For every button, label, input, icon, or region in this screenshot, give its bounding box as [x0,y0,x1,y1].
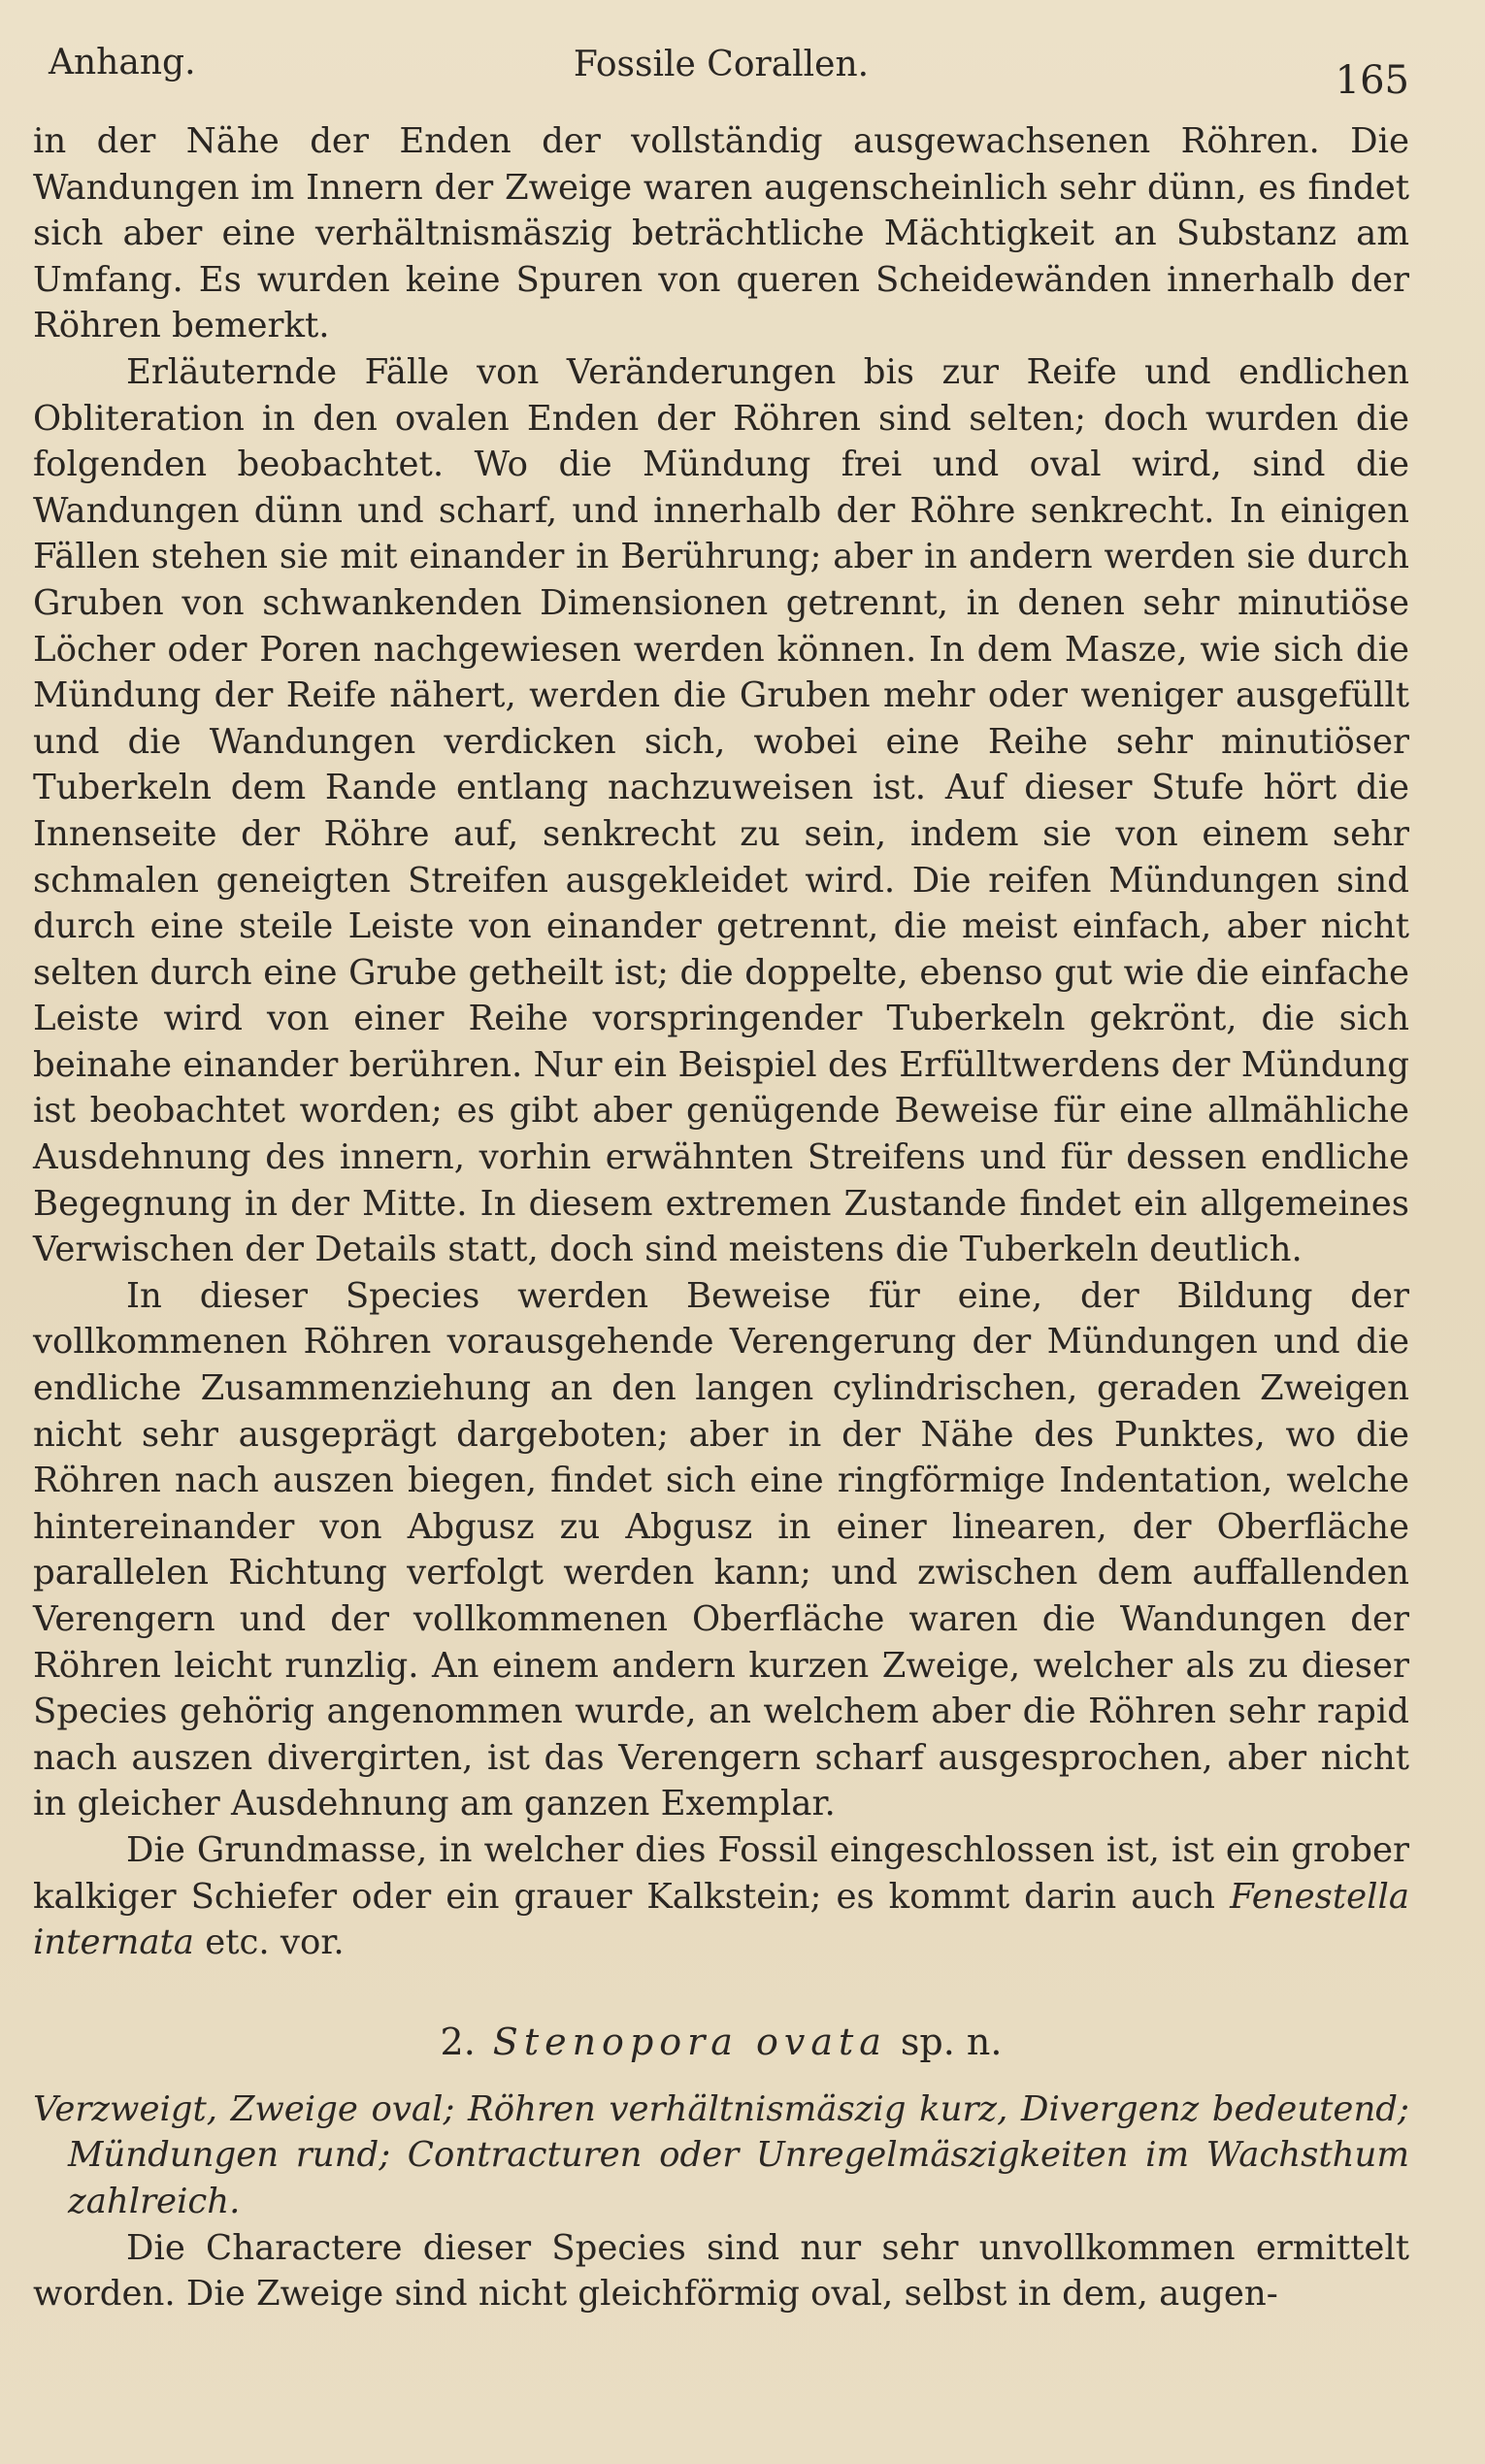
section-number: 2. [440,2020,476,2063]
paragraph-grundmasse [33,1827,1409,1966]
paragraph-continuation: in der Nähe der Enden der vollständig ausgewachsenen Röhren. Die Wandungen im Innern der Zweige waren augenscheinlich sehr dünn, es findet sich aber eine verhältnismäszig beträchtliche Mächtigkeit an Substanz am Umfang. Es wurden keine Spuren von queren Scheidewänden innerhalb der Röhren bemerkt. [33,121,1409,346]
section-heading [33,2020,1409,2063]
paragraph-obliteration: Erläuternde Fälle von Veränderungen bis zur Reife und endlichen Obliteration in den ovalen Enden der Röhren sind selten; doch wurden die folgenden beobachtet. Wo die Mündung frei und oval wird, sind die Wandungen dünn und scharf, und innerhalb der Röhre senkrecht. In einigen Fällen stehen sie mit einander in Berührung; aber in andern werden sie durch Gruben von schwankenden Dimensionen getrennt, in denen sehr minutiöse Löcher oder Poren nachgewiesen werden können. In dem Masze, wie sich die Mündung der Reife nähert, werden die Gruben mehr oder weniger ausgefüllt und die Wandungen verdicken sich, wobei eine Reihe sehr minutiöser Tuberkeln dem Rande entlang nachzuweisen ist. Auf dieser Stufe hört die Innenseite der Röhre auf, senkrecht zu sein, indem sie von einem sehr schmalen geneigten Streifen ausgekleidet wird. Die reifen Mündungen sind durch eine steile Leiste von einander getrennt, die meist einfach, aber nicht selten durch eine Grube getheilt ist; die doppelte, ebenso gut wie die einfache Leiste wird von einer Reihe vorspringender Tuberkeln gekrönt, die sich beinahe einander berühren. Nur ein Beispiel des Erfülltwerdens der Mündung ist beobachtet worden; es gibt aber genügende Beweise für eine allmähliche Ausdehnung des innern, vorhin erwähnten Streifens und für dessen endliche Begegnung in der Mitte. In diesem extremen Zustande findet ein allgemeines Verwischen der Details statt, doch sind meistens die Tuberkeln deutlich. [33,351,1409,1270]
species-name: ovata [755,2020,887,2063]
header-section-label: Anhang. [49,43,196,82]
paragraph-grundmasse-tail: etc. vor. [193,1922,345,1963]
paragraph-charactere: Die Charactere dieser Species sind nur sehr unvollkommen ermittelt worden. Die Zweige sind nicht gleichförmig oval, selbst in dem, augen- [33,2227,1409,2315]
page-number: 165 [1335,58,1409,103]
body-text [33,118,1409,2317]
header-title: Fossile Corallen. [573,45,870,84]
running-header [33,37,1409,118]
species-name-fenestella: Fenestella internata [33,1876,1409,1963]
species-suffix: sp. n. [900,2020,1003,2063]
paragraph-verengerung: In dieser Species werden Beweise für eine, der Bildung der vollkommenen Röhren vorausgehende Verengerung der Mündungen und die endliche Zusammenziehung an den langen cylindrischen, geraden Zweigen nicht sehr ausgeprägt dargeboten; aber in der Nähe des Punktes, wo die Röhren nach auszen biegen, findet sich eine ringförmige Indentation, welche hintereinander von Abgusz zu Abgusz in einer linearen, der Oberfläche parallelen Richtung verfolgt werden kann; und zwischen dem auffallenden Verengern und der vollkommenen Oberfläche waren die Wandungen der Röhren leicht runzlig. An einem andern kurzen Zweige, welcher als zu dieser Species gehörig angenommen wurde, an welchem aber die Röhren sehr rapid nach auszen divergirten, ist das Verengern scharf ausgesprochen, aber nicht in gleicher Ausdehnung am ganzen Exemplar. [33,1275,1409,1824]
species-diagnosis: Verzweigt, Zweige oval; Röhren verhältnismäszig kurz, Divergenz bedeutend; Mündungen rund; Contracturen oder Unregelmäszigkeiten im Wachsthum zahlreich. [33,2088,1409,2221]
genus-name: Stenopora [492,2020,739,2063]
paragraph-grundmasse-text: Die Grundmasse, in welcher dies Fossil eingeschlossen ist, ist ein grober kalkiger Schiefer oder ein grauer Kalkstein; es kommt darin auch [33,1829,1409,1917]
